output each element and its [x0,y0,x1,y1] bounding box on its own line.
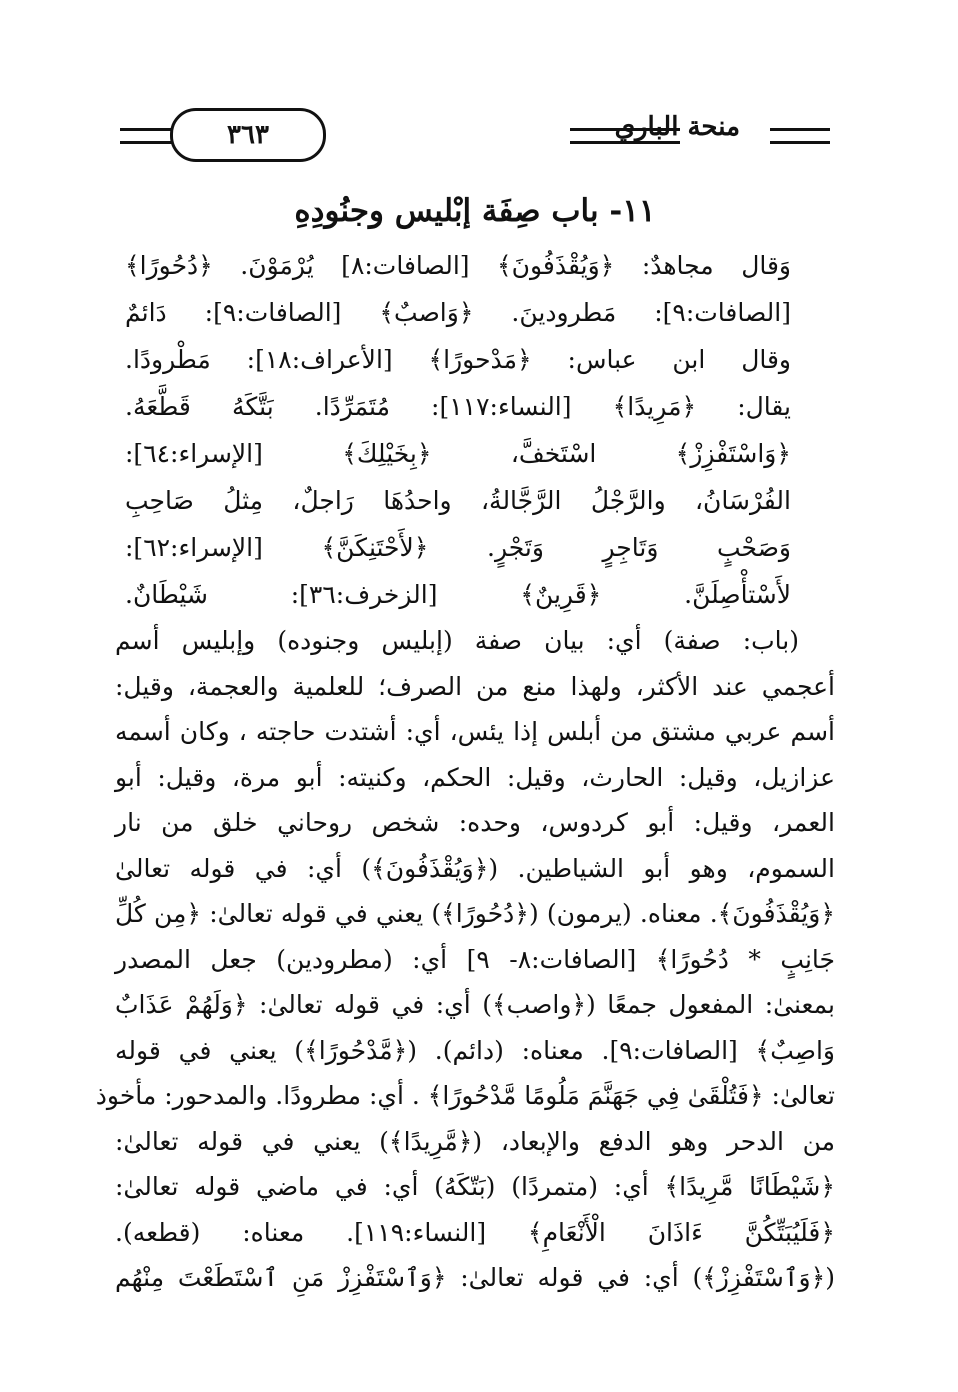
commentary-line: تعالىٰ: ﴿فَتُلْقَىٰ فِي جَهَنَّمَ مَلُومًا مَّدْحُورًا﴾ . أي: مطرودًا. والمدحور: مأخوذ [95,1081,835,1110]
commentary-line: أسم عربي مشتق من أبلس إذا يئس، أي: أشتدت حاجته ، وكان أسمه [115,717,835,746]
hadith-line: يقال: ﴿مَرِيدًا﴾ [النساء:١١٧]: مُتَمَرِّدًا. بَتَّكَهُ قَطَّعَهُ. [125,392,792,421]
commentary-line: (باب: صفة) أي: بيان صفة (إبليس وجنوده) وإبليس أسم [115,626,799,655]
page-body [95,186,835,1301]
hadith-line: وَقال مجاهدٌ: ﴿وَيُقْذَفُونَ﴾ [الصافات:٨] يُرْمَوْنَ. ﴿دُحُورًا﴾ [125,251,791,280]
hadith-block [115,242,835,618]
hadith-line: وقال ابن عباس: ﴿مَدْحورًا﴾ [الأعراف:١٨]: مَطْرودًا. [125,345,791,374]
commentary-line: وَاصِبٌ﴾ [الصافات:٩]. معناه: (دائم). (﴿مَّدْحُورًا﴾) يعني في قوله [115,1035,835,1065]
page-number: ٣٦٣ [170,108,326,162]
hadith-line: لأَسْتأْصِلَنَّ. ﴿قَرِينٌ﴾ [الزخرف:٣٦]: شَيْطَانٌ. [125,580,791,609]
header-rule-far-right [770,128,830,144]
page-header [110,100,830,160]
hadith-line: الفُرْسَانُ، والرَّجْلُ الرَّجَّالةُ، واحدُهَا رَاجلٌ، مِثلُ صَاحِبِ [125,486,791,515]
commentary-line: عزازيل، وقيل: الحارث، وقيل: الحكم، وكنيته: أبو مرة، وقيل: أبو [115,762,835,792]
commentary-line: من الدحر وهو الدفع والإبعاد، (﴿مَّرِيدًا﴾) يعني في قوله تعالىٰ: [115,1126,835,1156]
commentary-line: ﴿فَلَيُبَتِّكُنَّ ءَاذَانَ الْأَنْعَامِ﴾ [النساء:١١٩]. معناه: (قطعه). [115,1217,835,1247]
commentary-block [95,618,835,1301]
commentary-line: العمر، وقيل: أبو كردوس، وحده: شخص روحاني خلق من نار [115,808,835,837]
hadith-line: ﴿وَاسْتَفْزِزْ﴾ اسْتَخفَّ، ﴿بِخَيْلِكَ﴾ [الإسراء:٦٤]: [125,439,791,468]
commentary-line: ﴿وَيُقْذَفُونَ﴾. معناه. (يرمون) (﴿دُحُورًا﴾) يعني في قوله تعالىٰ: ﴿مِن كُلِّ [115,899,835,928]
running-title: منحة الباري [614,112,740,142]
commentary-line: السموم، وهو أبو الشياطين. (﴿وَيُقْذَفُونَ﴾) أي: في قوله تعالىٰ [115,853,835,883]
commentary-line: ﴿شَيْطَانًا مَّرِيدًا﴾ أي: (متمردًا) (بَتّكَهُ) أي: في ماضي قوله تعالىٰ: [115,1172,835,1201]
hadith-line: [الصافات:٩]: مَطرودينَ. ﴿وَاصبٌ﴾ [الصافات:٩]: دَائمٌ [125,298,791,327]
commentary-line: بمعنىٰ: المفعول جمعًا (﴿واصب﴾) أي: في قوله تعالىٰ: ﴿وَلَهُمْ عَذَابٌ [115,990,835,1019]
hadith-line: وَصَحْبٍ وَتَاجِرٍ وَتَجْرٍ. ﴿لأَحْتَنِكَنَّ﴾ [الإسراء:٦٢]: [125,533,791,562]
commentary-line: (﴿وَٱسْتَفْزِزْ﴾) أي: في قوله تعالىٰ: ﴿وَٱسْتَفْزِزْ مَنِ ٱسْتَطَعْتَ مِنْهُم [115,1263,835,1292]
commentary-line: أعجمي عند الأكثر، ولهذا منع من الصرف؛ للعلمية والعجمة، وقيل: [115,671,835,701]
chapter-title: ١١- باب صِفَة إبْليس وجنُودِهِ [294,193,656,229]
commentary-line: جَانِبٍ * دُحُورًا﴾ [الصافات:٨- ٩] أي: (مطرودين) جعل المصدر [115,944,835,974]
